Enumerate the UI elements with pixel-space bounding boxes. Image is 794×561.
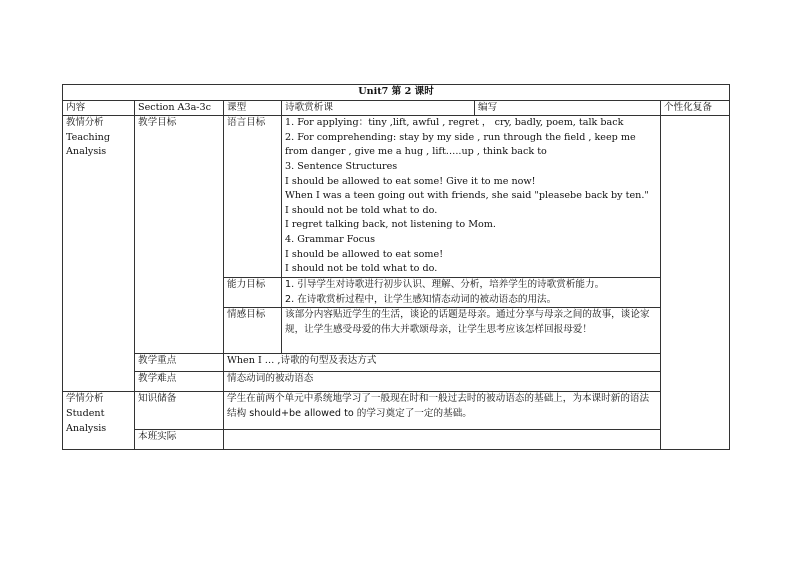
class-reality-content [224,430,661,450]
ability-objective-label: 能力目标 [224,278,282,308]
language-line: 1. For applying：tiny ,lift, awful , regret ， cry, badly, poem, talk back [285,117,624,129]
student-analysis-label: 学情分析 Student Analysis [63,392,135,450]
language-line: 3. Sentence Structures [285,160,398,172]
language-line: I regret talking back, not listening to Mom. [285,219,496,231]
content-label: 内容 [63,100,135,116]
emotion-objective-label: 情感目标 [224,308,282,354]
knowledge-label: 知识储备 [135,392,224,430]
language-line: 2. For comprehending: stay by my side , run through the field , keep me [285,131,636,143]
language-line: I should not be told what to do. [285,204,438,216]
language-line: I should not be told what to do. [285,263,438,275]
key-point-value: When I … ,诗歌的句型及表达方式 [224,354,661,372]
objectives-label: 教学目标 [135,116,224,354]
difficulty-label: 教学难点 [135,372,224,392]
personal-prep-label: 个性化复备 [661,100,730,116]
section-value: Section A3a-3c [135,100,224,116]
language-objective-label: 语言目标 [224,116,282,278]
course-type-label: 课型 [224,100,282,116]
key-point-label: 教学重点 [135,354,224,372]
language-line: When I was a teen going out with friends, she said "pleasebe back by ten." [285,190,649,202]
ability-line: 2. 在诗歌赏析过程中，让学生感知情态动词的被动语态的用法。 [285,293,557,305]
emotion-objective-content: 该部分内容贴近学生的生活，谈论的话题是母亲。通过分享与母亲之间的故事，谈论家规，让学生感受母爱的伟大并歌颂母亲，让学生思考应该怎样回报母爱！ [282,308,661,354]
difficulty-value: 情态动词的被动语态 [224,372,661,392]
knowledge-content: 学生在前两个单元中系统地学习了一般现在时和一般过去时的被动语态的基础上，为本课时新的语法结构 should+be allowed to 的学习奠定了一定的基础。 [224,392,661,430]
language-objective-content [282,116,661,278]
ability-line: 1. 引导学生对诗歌进行初步认识、理解、分析，培养学生的诗歌赏析能力。 [285,279,605,291]
personal-prep-column [661,116,730,450]
writer-label: 编写 [475,100,661,116]
language-line: I should be allowed to eat some! Give it to me now! [285,175,536,187]
page-title: Unit7 第 2 课时 [63,85,730,101]
language-line: 4. Grammar Focus [285,233,376,245]
teaching-analysis-label: 教情分析 Teaching Analysis [63,116,135,392]
course-type-value: 诗歌赏析课 [282,100,475,116]
language-line: from danger , give me a hug , lift…..up , think back to [285,146,547,158]
ability-objective-content [282,278,661,308]
language-line: I should be allowed to eat some! [285,248,444,260]
class-reality-label: 本班实际 [135,430,224,450]
lesson-plan-table [62,84,730,450]
